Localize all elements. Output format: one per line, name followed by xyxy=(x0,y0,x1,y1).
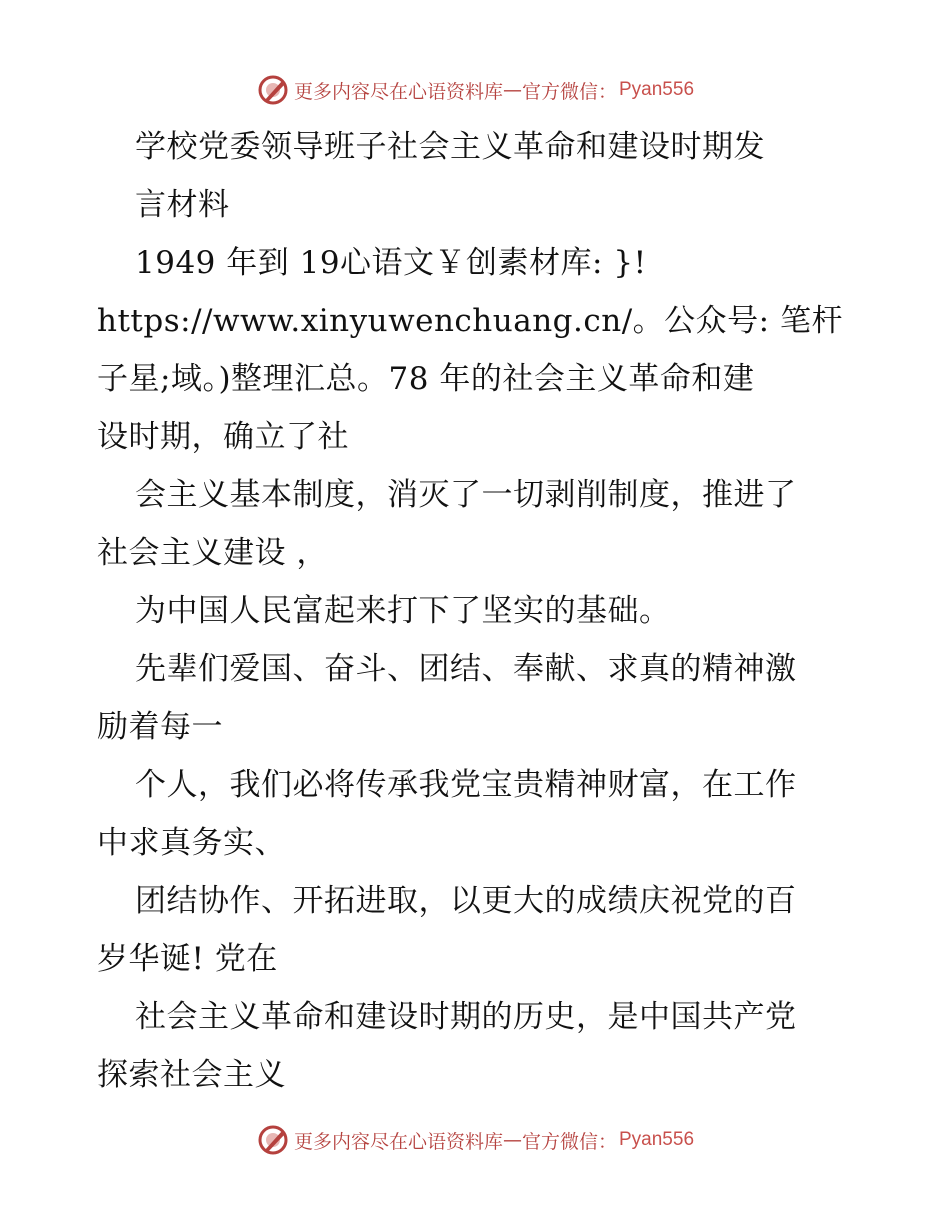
doc-line: 子星;域。)整理汇总。78 年的社会主义革命和建 xyxy=(97,361,755,397)
doc-line: 探索社会主义 xyxy=(97,1057,286,1093)
doc-line: 社会主义革命和建设时期的历史，是中国共产党 xyxy=(135,999,797,1035)
doc-line: 团结协作、开拓进取，以更大的成绩庆祝党的百 xyxy=(135,883,797,919)
doc-line: 励着每一 xyxy=(97,709,223,745)
document-body xyxy=(97,118,857,1104)
doc-line: 会主义基本制度，消灭了一切剥削制度，推进了 xyxy=(135,477,797,513)
wechat-id: Pyan556 xyxy=(619,1129,695,1150)
doc-line: 1949 年到 19心语文￥创素材库: }! xyxy=(135,245,647,281)
wechat-label: 官方微信： xyxy=(521,1130,617,1153)
doc-line: https://www.xinyuwenchuang.cn/。公众号: 笔杆 xyxy=(97,303,843,339)
doc-line: 中求真务实、 xyxy=(97,825,286,861)
footer-banner xyxy=(0,1120,950,1160)
banner-text: 更多内容尽在心语资料库 xyxy=(293,1130,503,1153)
banner-separator: — xyxy=(502,1129,522,1151)
banner-separator: — xyxy=(502,79,522,101)
doc-line: 个人，我们必将传承我党宝贵精神财富，在工作 xyxy=(135,767,797,803)
wechat-label: 官方微信： xyxy=(521,80,617,103)
header-banner xyxy=(0,70,950,110)
doc-line: 岁华诞! 党在 xyxy=(97,941,278,977)
pen-logo-icon xyxy=(256,1123,290,1157)
pen-logo-icon xyxy=(256,73,290,107)
doc-line: 社会主义建设 ， xyxy=(97,535,328,571)
wechat-id: Pyan556 xyxy=(619,79,695,100)
doc-line: 言材料 xyxy=(135,187,230,223)
doc-line: 先辈们爱国、奋斗、团结、奉献、求真的精神激 xyxy=(135,651,797,687)
banner-text: 更多内容尽在心语资料库 xyxy=(293,80,503,103)
doc-line: 设时期，确立了社 xyxy=(97,419,349,455)
doc-line: 为中国人民富起来打下了坚实的基础。 xyxy=(135,593,671,629)
doc-line: 学校党委领导班子社会主义革命和建设时期发 xyxy=(135,129,765,165)
